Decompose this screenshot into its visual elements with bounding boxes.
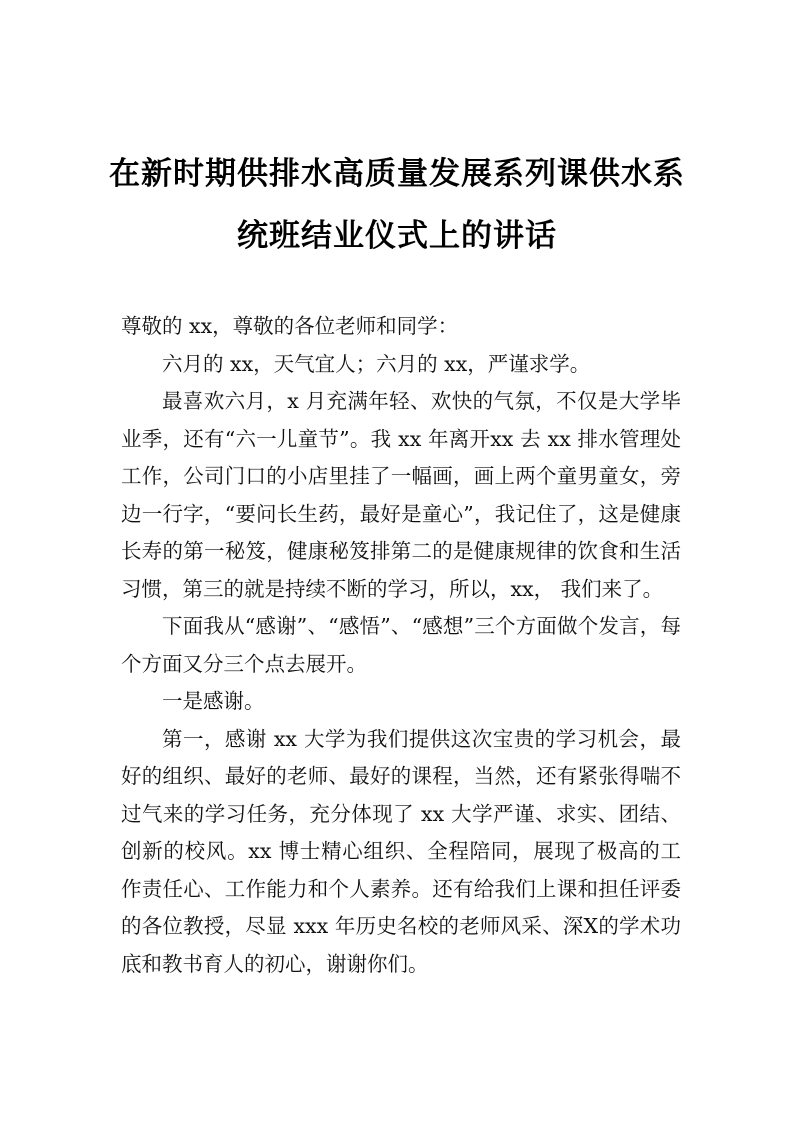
document-title-line-1: 在新时期供排水高质量发展系列课供水系 <box>109 156 685 192</box>
june-paragraph: 最喜欢六月，x 月充满年轻、欢快的气氛，不仅是大学毕业季，还有“六一儿童节”。我 xx 年离开xx 去 xx 排水管理处工作，公司门口的小店里挂了一幅画，画上两个童男童女，旁边一行字，“要问长生药，最好是童心”，我记住了，这是健康长寿的第一秘笈，健康秘笈排第二的是健康规律的饮食和生活习惯，第三的就是持续不断的学习，所以，xx， 我们来了。 <box>121 389 681 601</box>
thanks-first-paragraph: 第一，感谢 xx 大学为我们提供这次宝贵的学习机会，最好的组织、最好的老师、最好的课程，当然，还有紧张得喘不过气来的学习任务，充分体现了 xx 大学严谨、求实、团结、创新的校风。xx 博士精心组织、全程陪同，展现了极高的工作责任心、工作能力和个人素养。还有给我们上课和担任评委的各位教授，尽显 xxx 年历史名校的老师风采、深X的学术功底和教书育人的初心，谢谢你们。 <box>121 726 681 976</box>
document-title-line-2: 统班结业仪式上的讲话 <box>237 218 557 254</box>
outline-paragraph: 下面我从“感谢”、“感悟”、“感想”三个方面做个发言，每个方面又分三个点去展开。 <box>121 614 681 676</box>
opening-paragraph: 六月的 xx，天气宜人；六月的 xx，严谨求学。 <box>162 351 591 376</box>
section-heading-thanks: 一是感谢。 <box>162 689 265 713</box>
salutation-paragraph: 尊敬的 xx，尊敬的各位老师和同学： <box>121 314 459 338</box>
document-body <box>121 308 681 983</box>
